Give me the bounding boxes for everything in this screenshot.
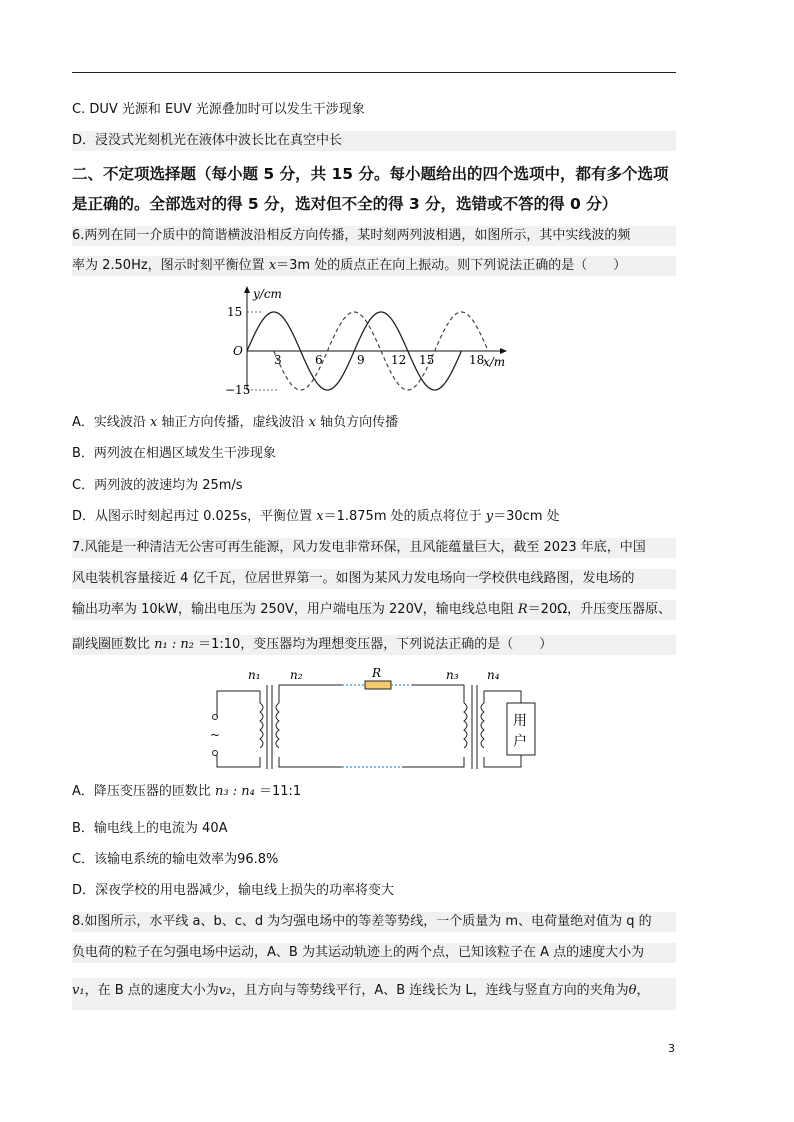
q8-line3: v₁，在 B 点的速度大小为v₂，且方向与等势线平行，A、B 连线长为 L，连线与竖直方向的夹角为θ， [72, 978, 676, 1010]
q6-option-b: B．两列波在相遇区域发生干涉现象 [72, 446, 276, 461]
user-label-1: 用 [513, 713, 527, 729]
label-n4: n₄ [487, 668, 500, 682]
line-bottom-left [279, 757, 342, 767]
q8-line2: 负电荷的粒子在匀强电场中运动，A、B 为其运动轨迹上的两个点，已知该粒子在 A 点的速度大小为 [72, 943, 676, 963]
q7-line1: 7.风能是一种清洁无公害可再生能源，风力发电非常环保，且风能蕴量巨大，截至 2023 年底，中国 [72, 538, 676, 558]
ac-source-icon: ~ [210, 728, 221, 742]
line-bottom-right [402, 757, 464, 767]
option-d-prev: D．浸没式光刻机光在液体中波长比在真空中长 [72, 131, 676, 151]
q7-line3: 输出功率为 10kW，输出电压为 250V，用户端电压为 220V，输电线总电阻 R＝20Ω，升压变压器原、 [72, 600, 676, 620]
coil-n2 [276, 703, 279, 748]
user-wire-top [484, 691, 521, 703]
label-n1: n₁ [248, 668, 261, 682]
section-heading-line2: 是正确的。全部选对的得 5 分，选对但不全的得 3 分，选错或不答的得 0 分） [72, 195, 618, 213]
resistor-r [365, 681, 391, 689]
q6-line2: 率为 2.50Hz，图示时刻平衡位置 x＝3m 处的质点正在向上振动。则下列说法正确的是（ ） [72, 256, 676, 276]
x-tick-3: 3 [274, 353, 282, 367]
q6-option-c: C．两列波的波速均为 25m/s [72, 478, 243, 493]
q6-option-d: D．从图示时刻起再过 0.025s，平衡位置 x＝1.875m 处的质点将位于 y＝30cm 处 [72, 509, 560, 524]
terminal-bottom [213, 751, 218, 756]
q8-line1: 8.如图所示，水平线 a、b、c、d 为匀强电场中的等差等势线，一个质量为 m、电荷量绝对值为 q 的 [72, 912, 676, 932]
coil-n1 [260, 703, 263, 748]
option-c-prev: C. DUV 光源和 EUV 光源叠加时可以发生干涉现象 [72, 102, 365, 117]
wave-graph [225, 282, 515, 400]
circuit-diagram [210, 665, 536, 771]
q7-option-d: D．深夜学校的用电器减少，输电线上损失的功率将变大 [72, 883, 395, 898]
x-axis-arrow-icon [500, 348, 507, 354]
q7-option-b: B．输电线上的电流为 40A [72, 821, 228, 836]
header-rule [72, 72, 676, 73]
q6-option-a: A．实线波沿 x 轴正方向传播，虚线波沿 x 轴负方向传播 [72, 415, 399, 430]
q7-line2: 风电装机容量接近 4 亿千瓦，位居世界第一。如图为某风力发电场向一学校供电线路图，发电场的 [72, 569, 676, 589]
q6-line1: 6.两列在同一介质中的简谐横波沿相反方向传播，某时刻两列波相遇，如图所示，其中实线波的频 [72, 226, 676, 246]
section-heading-line1: 二、不定项选择题（每小题 5 分，共 15 分。每小题给出的四个选项中，都有多个选项 [72, 165, 669, 183]
line-top-right [412, 685, 464, 703]
y-axis-label: y/cm [253, 287, 282, 301]
y-tick-15: 15 [227, 305, 243, 319]
x-tick-6: 6 [315, 353, 323, 367]
primary-wire-bottom [217, 755, 260, 767]
label-r: R [372, 666, 382, 680]
q7-line4: 副线圈匝数比 n₁ : n₂ ＝1:10，变压器均为理想变压器，下列说法正确的是（ ） [72, 635, 676, 655]
y-tick-neg15: −15 [225, 383, 251, 397]
coil-n3 [464, 703, 467, 748]
y-axis-arrow-icon [244, 286, 250, 293]
user-label-2: 户 [513, 734, 527, 750]
label-n2: n₂ [290, 668, 303, 682]
origin-label: O [233, 344, 243, 358]
coil-n4 [481, 703, 484, 748]
x-tick-18: 18 [469, 353, 485, 367]
x-axis-label: x/m [483, 355, 506, 369]
x-tick-12: 12 [391, 353, 407, 367]
page-number: 3 [668, 1042, 675, 1055]
x-tick-9: 9 [357, 353, 365, 367]
line-top-left [279, 685, 342, 703]
label-n3: n₃ [446, 668, 459, 682]
q7-option-a: A．降压变压器的匝数比 n₃ : n₄ ＝11:1 [72, 784, 302, 799]
q7-option-c: C．该输电系统的输电效率为96.8% [72, 852, 279, 867]
primary-wire-top [217, 691, 260, 717]
x-tick-15: 15 [419, 353, 435, 367]
user-wire-bottom [484, 755, 521, 767]
